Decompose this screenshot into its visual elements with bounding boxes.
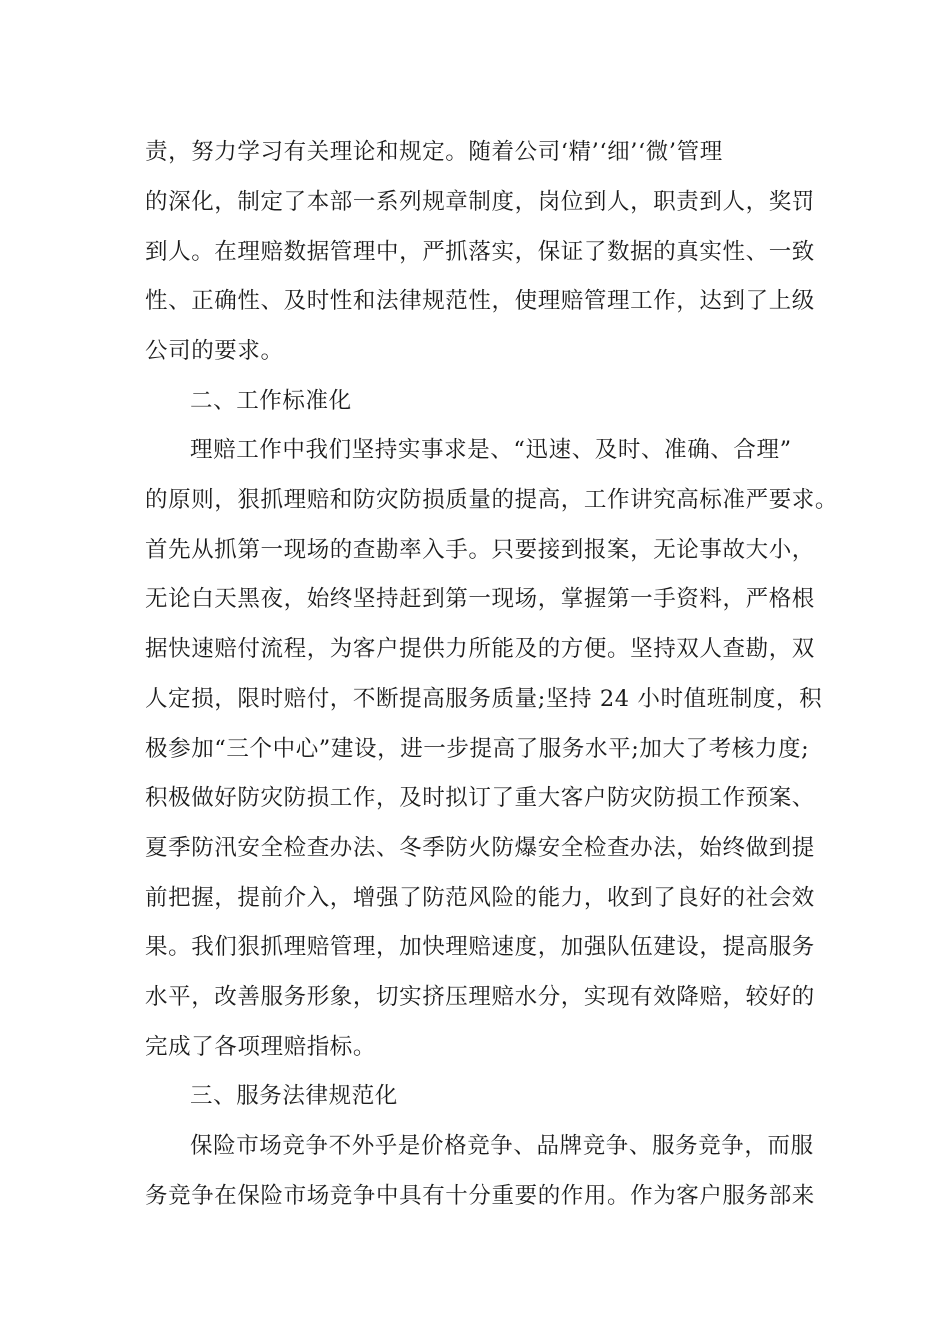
- paragraph-line: 首先从抓第一现场的查勘率入手。只要接到报案，无论事故大小，: [145, 537, 815, 563]
- paragraph-line: 公司的要求。: [145, 338, 284, 364]
- section-heading: 三、服务法律规范化: [190, 1083, 398, 1109]
- paragraph-line: 理赔工作中我们坚持实事求是、“迅速、及时、准确、合理”: [190, 437, 792, 463]
- paragraph-line: 完成了各项理赔指标。: [145, 1034, 377, 1060]
- paragraph-line: 夏季防汛安全检查办法、冬季防火防爆安全检查办法，始终做到提: [145, 835, 815, 861]
- paragraph-line: 的原则，狠抓理赔和防灾防损质量的提高，工作讲究高标准严要求。: [145, 487, 839, 513]
- paragraph-line: 人定损，限时赔付，不断提高服务质量;坚持 24 小时值班制度，积: [145, 686, 823, 712]
- paragraph-line: 到人。在理赔数据管理中，严抓落实，保证了数据的真实性、一致: [145, 239, 815, 265]
- paragraph-line: 无论白天黑夜，始终坚持赶到第一现场，掌握第一手资料，严格根: [145, 586, 815, 612]
- paragraph-line: 性、正确性、及时性和法律规范性，使理赔管理工作，达到了上级: [145, 288, 815, 314]
- section-heading: 二、工作标准化: [190, 388, 352, 414]
- paragraph-line: 前把握，提前介入，增强了防范风险的能力，收到了良好的社会效: [145, 885, 815, 911]
- paragraph-line: 据快速赔付流程，为客户提供力所能及的方便。坚持双人查勘，双: [145, 636, 815, 662]
- paragraph-line: 水平，改善服务形象，切实挤压理赔水分，实现有效降赔，较好的: [145, 984, 815, 1010]
- paragraph-line: 务竞争在保险市场竞争中具有十分重要的作用。作为客户服务部来: [145, 1183, 815, 1209]
- paragraph-line: 责，努力学习有关理论和规定。随着公司‘精’‘细’‘微’管理: [145, 139, 723, 165]
- paragraph-line: 极参加“三个中心”建设，进一步提高了服务水平;加大了考核力度;: [145, 736, 810, 762]
- paragraph-line: 果。我们狠抓理赔管理，加快理赔速度，加强队伍建设，提高服务: [145, 934, 815, 960]
- paragraph-line: 保险市场竞争不外乎是价格竞争、品牌竞争、服务竞争，而服: [190, 1133, 814, 1159]
- paragraph-line: 积极做好防灾防损工作，及时拟订了重大客户防灾防损工作预案、: [145, 785, 815, 811]
- paragraph-line: 的深化，制定了本部一系列规章制度，岗位到人，职责到人，奖罚: [145, 189, 815, 215]
